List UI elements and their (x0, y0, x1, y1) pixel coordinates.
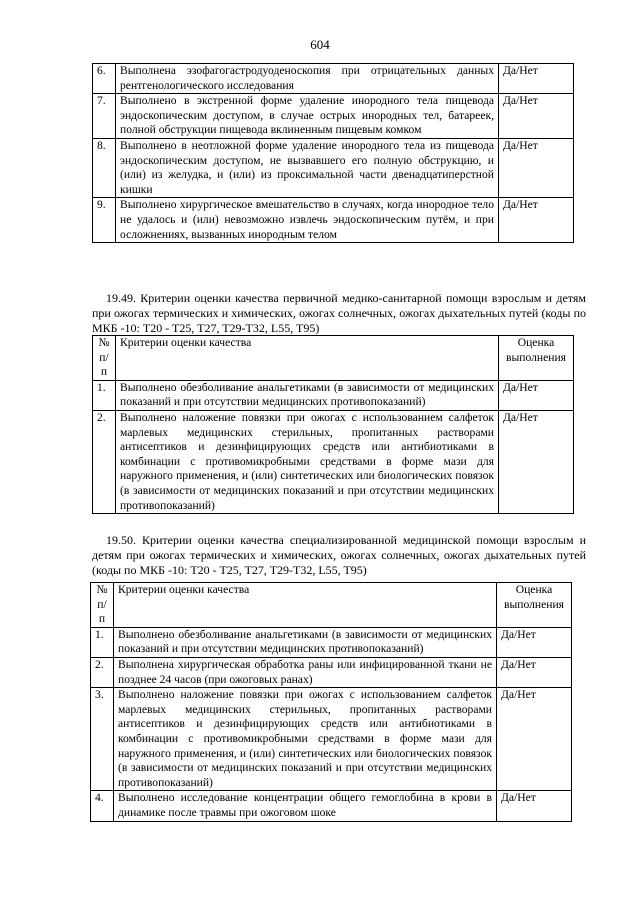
header-criterion: Критерии оценки качества (116, 336, 499, 381)
criterion-text: Выполнено обезболивание анальгетиками (в зависимости от медицинских показаний и при отсутствии медицинских противопоказаний) (114, 627, 497, 657)
rating-value: Да/Нет (499, 64, 574, 94)
table-row (93, 138, 574, 197)
row-number: 1. (91, 627, 114, 657)
row-number: 1. (93, 380, 116, 410)
table-row (91, 688, 572, 791)
criterion-text: Выполнено в экстренной форме удаление инородного тела пищевода эндоскопическим доступом, в случае острых инородных тел, батареек, полной обструкции пищевода вклиненным пищевым комком (116, 94, 499, 139)
table-row (91, 657, 572, 687)
rating-value: Да/Нет (497, 791, 572, 821)
header-rating: Оценка выполнения (497, 583, 572, 628)
page-number: 604 (310, 37, 330, 52)
criteria-table-continued (92, 63, 574, 243)
table-row (93, 380, 574, 410)
table-row (93, 410, 574, 513)
header-rating: Оценка выполнения (499, 336, 574, 381)
criteria-table-19-50 (90, 582, 572, 822)
rating-value: Да/Нет (499, 138, 574, 197)
row-number: 4. (91, 791, 114, 821)
section-heading-19-50: 19.50. Критерии оценки качества специализированной медицинской помощи взрослым и детям при ожогах термических и химических, ожогах солнечных, ожогах дыхательных путей (коды по МКБ -10: T20 - T25, T27, T29-T32, L55, T95) (92, 533, 586, 577)
row-number: 8. (93, 138, 116, 197)
table-row (93, 198, 574, 243)
table-row (93, 64, 574, 94)
table-row (91, 791, 572, 821)
table-row (93, 94, 574, 139)
criterion-text: Выполнено обезболивание анальгетиками (в зависимости от медицинских показаний и при отсутствии медицинских противопоказаний) (116, 380, 499, 410)
row-number: 3. (91, 688, 114, 791)
row-number: 6. (93, 64, 116, 94)
section-heading-19-49: 19.49. Критерии оценки качества первичной медико-санитарной помощи взрослым и детям при ожогах термических и химических, ожогах солнечных, ожогах дыхательных путей (коды по МКБ -10: T20 - T25, T27, T29-T32, L55, T95) (92, 291, 586, 335)
criterion-text: Выполнено наложение повязки при ожогах с использованием салфеток марлевых медицинских стерильных, пропитанных растворами антисептиков и дезинфицирующих средств или антибиотиками в комбинации с противомикробными средствами в форме мази для наружного применения, и (или) синтетических или биологических повязок (в зависимости от медицинских показаний и при отсутствии медицинских противопоказаний) (116, 410, 499, 513)
table-row (91, 627, 572, 657)
table-header-row (93, 336, 574, 381)
rating-value: Да/Нет (499, 380, 574, 410)
header-number: № п/п (91, 583, 114, 628)
criteria-table-19-49 (92, 335, 574, 514)
criterion-text: Выполнено наложение повязки при ожогах с использованием салфеток марлевых медицинских стерильных, пропитанных растворами антисептиков и дезинфицирующих средств или антибиотиками в комбинации с противомикробными средствами в форме мази для наружного применения, и (или) синтетических или биологических повязок (в зависимости от медицинских показаний и при отсутствии медицинских противопоказаний) (114, 688, 497, 791)
rating-value: Да/Нет (497, 688, 572, 791)
row-number: 2. (93, 410, 116, 513)
rating-value: Да/Нет (499, 198, 574, 243)
row-number: 7. (93, 94, 116, 139)
header-criterion: Критерии оценки качества (114, 583, 497, 628)
rating-value: Да/Нет (499, 94, 574, 139)
rating-value: Да/Нет (499, 410, 574, 513)
row-number: 9. (93, 198, 116, 243)
criterion-text: Выполнена хирургическая обработка раны или инфицированной ткани не позднее 24 часов (при ожоговых ранах) (114, 657, 497, 687)
criterion-text: Выполнено исследование концентрации общего гемоглобина в крови в динамике после травмы при ожоговом шоке (114, 791, 497, 821)
rating-value: Да/Нет (497, 627, 572, 657)
row-number: 2. (91, 657, 114, 687)
criterion-text: Выполнено в неотложной форме удаление инородного тела из пищевода эндоскопическим доступом, не вызвавшего его полную обструкцию, и (или) из желудка, и (или) из проксимальной части двенадцатиперстной кишки (116, 138, 499, 197)
criterion-text: Выполнена эзофагогастродуоденоскопия при отрицательных данных рентгенологического исследования (116, 64, 499, 94)
criterion-text: Выполнено хирургическое вмешательство в случаях, когда инородное тело не удалось и (или) невозможно извлечь эндоскопическим путём, и при осложнениях, вызванных инородным телом (116, 198, 499, 243)
table-header-row (91, 583, 572, 628)
header-number: № п/п (93, 336, 116, 381)
rating-value: Да/Нет (497, 657, 572, 687)
